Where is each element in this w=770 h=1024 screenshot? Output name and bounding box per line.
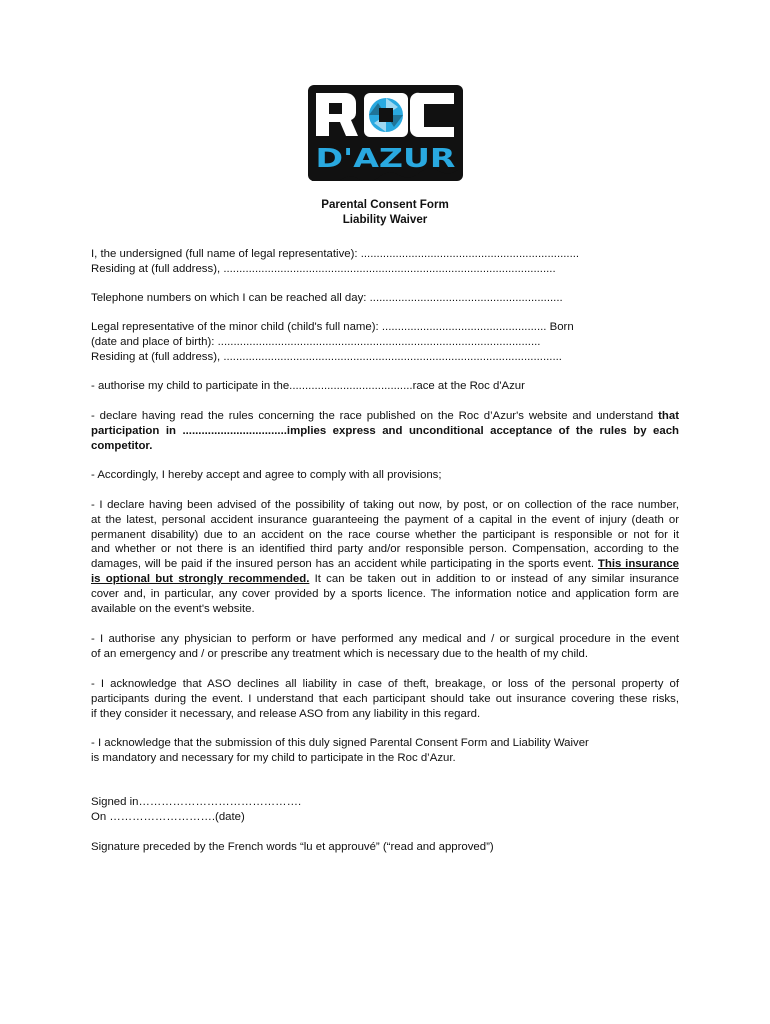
insurance-line-1: - I declare having been advised of the possibility of taking out now, by post, or on collection of the race number, [91,499,679,511]
legal-representative-name-field[interactable]: I, the undersigned (full name of legal representative): ..................................................................... [91,248,580,260]
insurance-line-2: at the latest, personal accident insurance guaranteeing the payment of a capital in the event of injury (death or [91,513,679,526]
aso-line-2: participants during the event. I understand that each participant should take out insurance covering these risks, [91,692,679,705]
race-name-field[interactable]: - authorise my child to participate in the.......................................race at the Roc d'Azur [91,380,525,392]
minor-section [91,320,679,364]
insurance-line-7: cover and, in particular, any cover provided by a sports licence. The information notice and application form are [91,587,679,600]
logo-aperture-o [364,93,408,137]
aso-line-1: - I acknowledge that ASO declines all liability in case of theft, breakage, or loss of the personal property of [91,678,679,690]
submission-line-1: - I acknowledge that the submission of this duly signed Parental Consent Form and Liability Waiver [91,737,589,749]
signature-note [91,840,679,855]
insurance-line-8: available on the event's website. [91,602,255,615]
physician-line-1: - I authorise any physician to perform or have performed any medical and / or surgical procedure in the event [91,633,679,645]
submission-line-2: is mandatory and necessary for my child to participate in the Roc d’Azur. [91,751,456,764]
authorise-race-section [91,379,679,394]
insurance-paragraph [91,498,679,616]
declare-rules-paragraph [91,409,679,453]
aso-paragraph [91,677,679,721]
form-subtitle: Liability Waiver [342,213,428,226]
roc-dazur-logo [308,85,463,181]
insurance-line-4: and whether or not there is an identified third party and/or responsible person. Compensation, according to the [91,543,679,556]
signed-on-date-field[interactable]: On ……………………….(date) [91,810,245,823]
child-name-field[interactable]: Legal representative of the minor child (child's full name): .................................................... Born [91,321,574,333]
declare-line-3: competitor. [91,439,153,452]
insurance-line-6: is optional but strongly recommended. It can be taken out in addition to or instead of any similar insurance [91,572,679,585]
birth-date-place-field[interactable]: (date and place of birth): ...................................................................................................... [91,335,541,348]
submission-paragraph [91,736,679,766]
phone-section [91,291,679,306]
identity-section [91,247,679,277]
accordingly-paragraph [91,468,679,483]
physician-paragraph [91,632,679,662]
accordingly-text: - Accordingly, I hereby accept and agree to comply with all provisions; [91,469,442,481]
declare-line-2: participation in .................................implies express and unconditional acceptance of the rules by each [91,424,679,437]
child-address-field[interactable]: Residing at (full address), ........................................................................................................... [91,350,562,363]
insurance-line-5: damages, will be paid if the insured person has an accident while participating in the sports event. This insurance [91,558,679,571]
form-title: Parental Consent Form [321,198,449,211]
declare-line-1: - declare having read the rules concerning the race published on the Roc d’Azur's website and understand that [91,410,679,422]
physician-line-2: of an emergency and / or prescribe any treatment which is necessary due to the health of my child. [91,647,589,660]
insurance-line-3: permanent disability) due to an accident on the race course whether the participant is responsible or not for it [91,528,679,541]
signed-in-field[interactable]: Signed in……………………………………. [91,796,302,808]
signature-place-date [91,795,679,825]
logo-dazur-text: D'AZUR [315,144,456,174]
telephone-field[interactable]: Telephone numbers on which I can be reached all day: ............................................................. [91,292,563,304]
residing-address-field[interactable]: Residing at (full address), ......................................................................................................... [91,262,556,275]
aso-line-3: if they consider it necessary, and release ASO from any liability in this regard. [91,707,481,720]
signature-note-text: Signature preceded by the French words “lu et approuvé” (“read and approved”) [91,841,494,853]
